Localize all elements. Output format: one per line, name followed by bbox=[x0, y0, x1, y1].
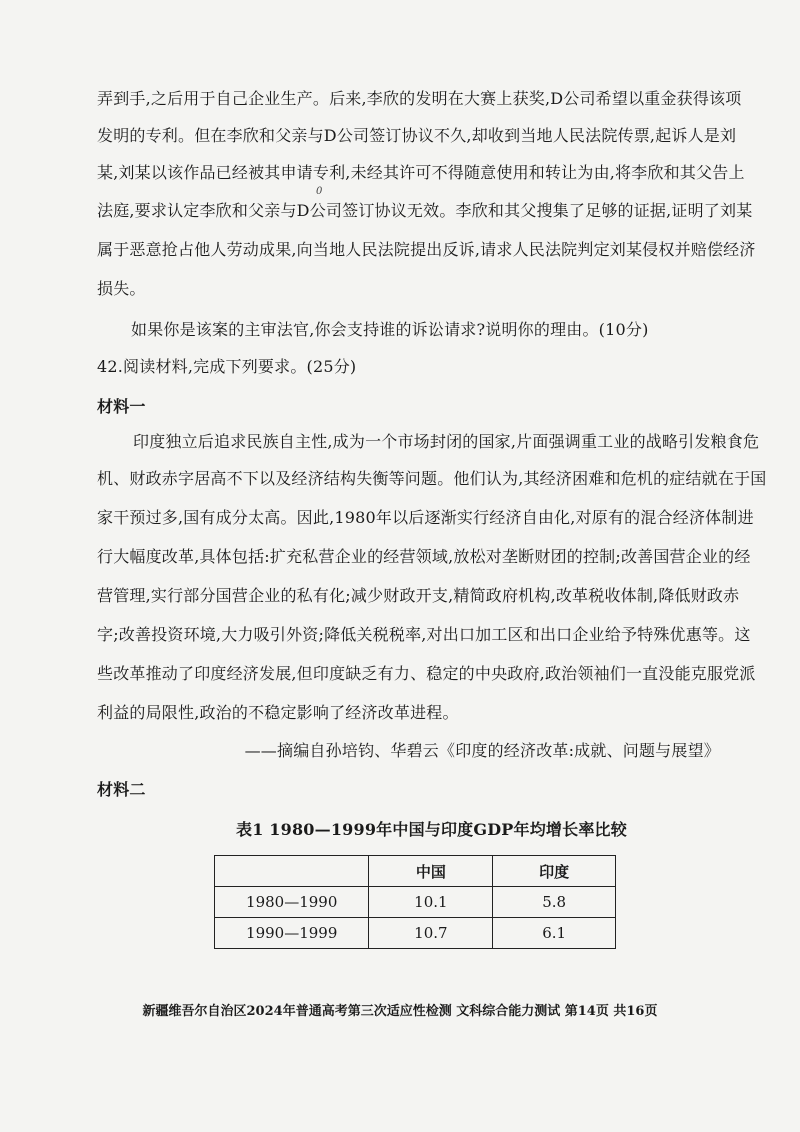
material1-heading: 材料一 bbox=[97, 397, 146, 416]
gdp-table bbox=[214, 855, 616, 949]
intro-line-1: 弄到手,之后用于自己企业生产。后来,李欣的发明在大赛上获奖,D公司希望以重金获得该项 bbox=[97, 89, 742, 108]
table-cell-period: 1990—1999 bbox=[215, 918, 369, 949]
intro-line-6: 损失。 bbox=[97, 279, 146, 298]
table-row bbox=[215, 918, 616, 949]
table-cell-period: 1980—1990 bbox=[215, 887, 369, 918]
question-42: 42.阅读材料,完成下列要求。(25分) bbox=[97, 357, 357, 376]
material1-line-7: 些改革推动了印度经济发展,但印度缺乏有力、稳定的中央政府,政治领袖们一直没能克服党派 bbox=[97, 664, 756, 683]
intro-line-4: 法庭,要求认定李欣和父亲与D公司签订协议无效。李欣和其父搜集了足够的证据,证明了刘某 bbox=[97, 201, 753, 220]
intro-line-5: 属于恶意抢占他人劳动成果,向当地人民法院提出反诉,请求人民法院判定刘某侵权并赔偿经济 bbox=[97, 240, 756, 259]
material2-heading: 材料二 bbox=[97, 780, 146, 799]
page-footer: 新疆维吾尔自治区2024年普通高考第三次适应性检测 文科综合能力测试 第14页 共16页 bbox=[142, 1004, 658, 1019]
table-cell-india: 5.8 bbox=[493, 887, 616, 918]
intro-line-3: 某,刘某以该作品已经被其申请专利,未经其许可不得随意使用和转让为由,将李欣和其父告上 bbox=[97, 163, 745, 182]
table-cell-china: 10.1 bbox=[369, 887, 493, 918]
table-header-row bbox=[215, 856, 616, 887]
material1-source: ——摘编自孙培钧、华碧云《印度的经济改革:成就、问题与展望》 bbox=[244, 741, 720, 760]
table-cell-china: 10.7 bbox=[369, 918, 493, 949]
material1-line-3: 家干预过多,国有成分太高。因此,1980年以后逐渐实行经济自由化,对原有的混合经济体制进 bbox=[97, 508, 754, 527]
material1-line-5: 营管理,实行部分国营企业的私有化;减少财政开支,精简政府机构,改革税收体制,降低财政赤 bbox=[97, 586, 740, 605]
material1-line-4: 行大幅度改革,具体包括:扩充私营企业的经营领域,放松对垄断财团的控制;改善国营企业的经 bbox=[97, 547, 751, 566]
material1-line-1: 印度独立后追求民族自主性,成为一个市场封闭的国家,片面强调重工业的战略引发粮食危 bbox=[133, 432, 760, 451]
intro-line-2: 发明的专利。但在李欣和父亲与D公司签订协议不久,却收到当地人民法院传票,起诉人是刘 bbox=[97, 126, 737, 145]
material1-line-6: 字;改善投资环境,大力吸引外资;降低关税税率,对出口加工区和出口企业给予特殊优惠等。这 bbox=[97, 625, 751, 644]
material1-line-8: 利益的局限性,政治的不稳定影响了经济改革进程。 bbox=[97, 703, 459, 722]
stray-mark: 0 bbox=[316, 186, 323, 197]
table-header-india: 印度 bbox=[493, 856, 616, 887]
table-caption: 表1 1980—1999年中国与印度GDP年均增长率比较 bbox=[236, 820, 627, 839]
material1-line-2: 机、财政赤字居高不下以及经济结构失衡等问题。他们认为,其经济困难和危机的症结就在于国 bbox=[97, 469, 767, 488]
table-cell-india: 6.1 bbox=[493, 918, 616, 949]
table-header-corner bbox=[215, 856, 369, 887]
question-41: 如果你是该案的主审法官,你会支持谁的诉讼请求?说明你的理由。(10分) bbox=[131, 320, 649, 339]
table-header-china: 中国 bbox=[369, 856, 493, 887]
table-row bbox=[215, 887, 616, 918]
